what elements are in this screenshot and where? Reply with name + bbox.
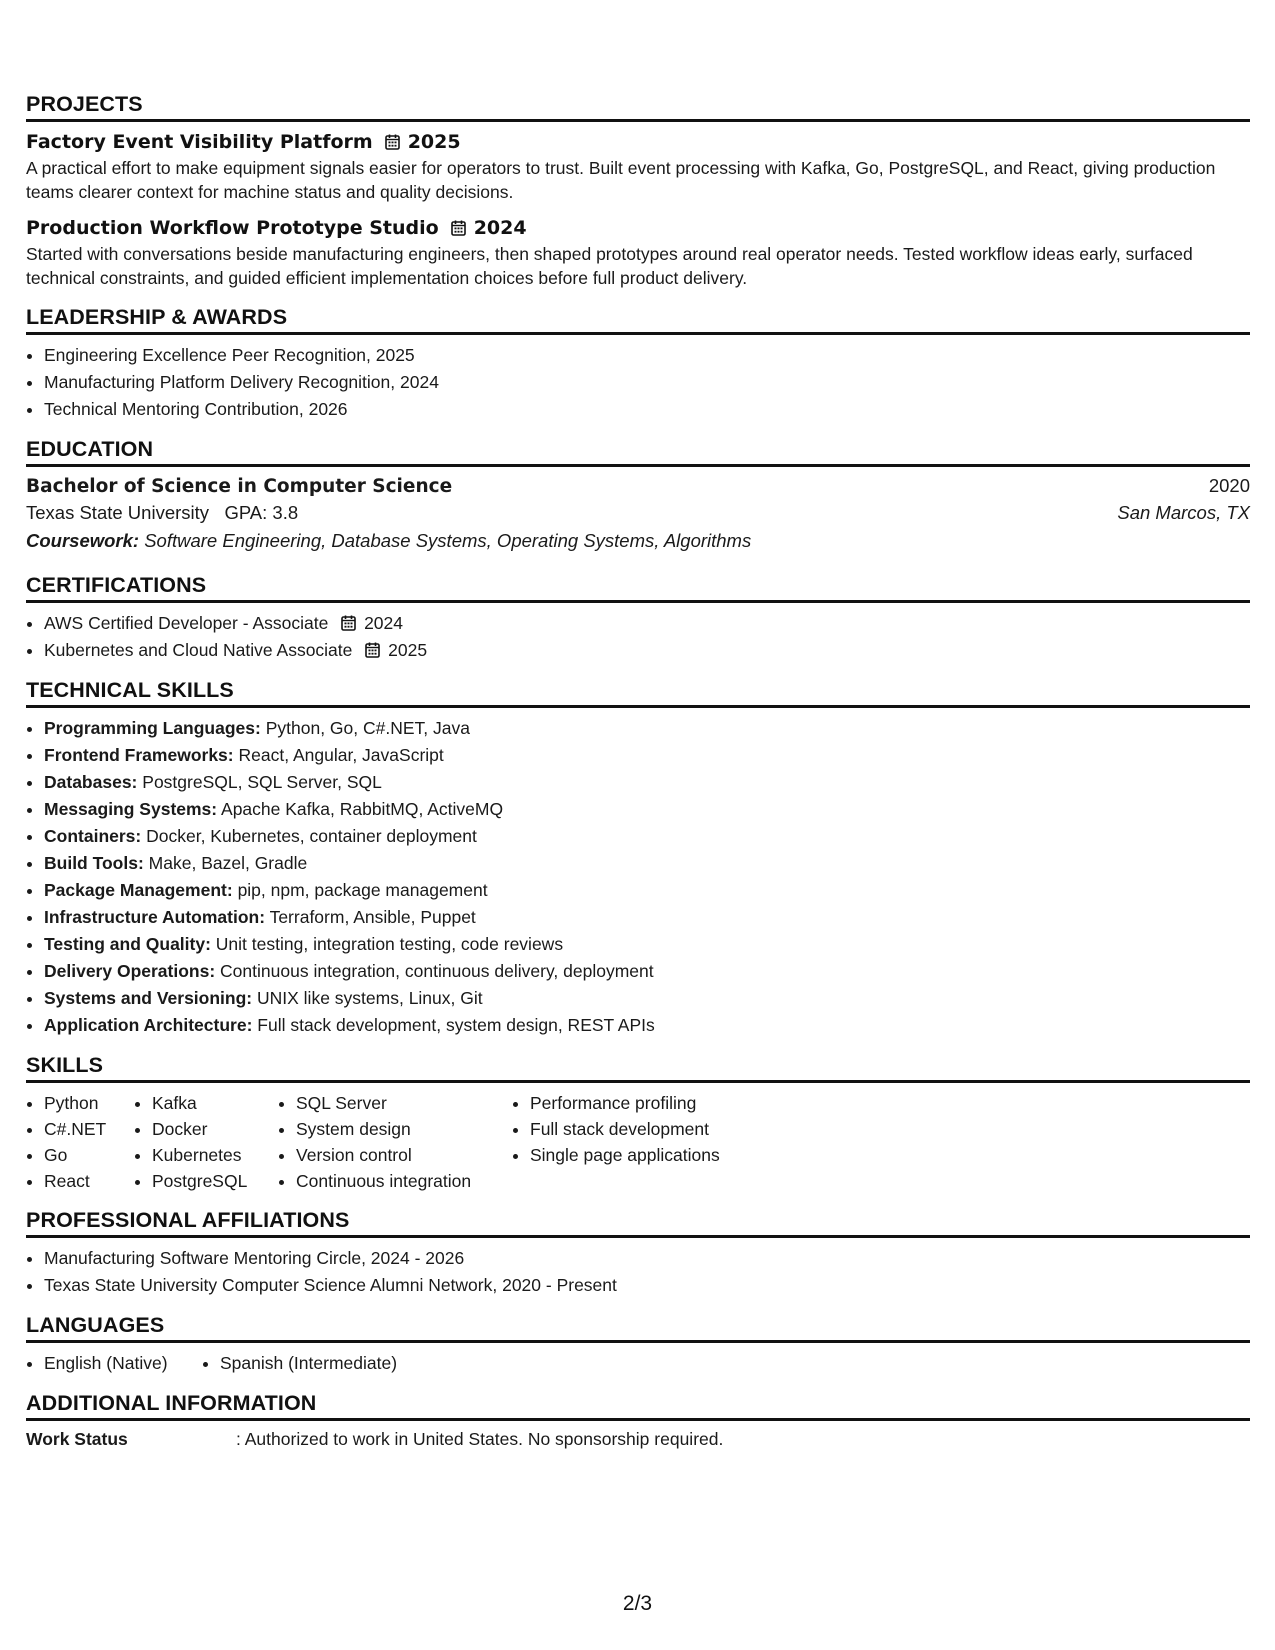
certifications-section [26, 573, 1250, 664]
list-item [44, 637, 1250, 664]
list-item: • Single page applications [530, 1142, 790, 1168]
section-title-education: EDUCATION [26, 437, 1250, 467]
list-item: • Performance profiling [530, 1090, 790, 1116]
list-item [44, 877, 1250, 904]
gpa: GPA: 3.8 [224, 502, 299, 523]
leadership-list [26, 342, 1250, 423]
skill-values: UNIX like systems, Linux, Git [257, 988, 483, 1008]
project-year: 2025 [407, 131, 461, 153]
cert-year: 2024 [364, 613, 404, 633]
list-item [44, 823, 1250, 850]
graduation-year: 2020 [1208, 475, 1250, 496]
list-item: • PostgreSQL [152, 1168, 278, 1194]
coursework-list: Software Engineering, Database Systems, Operating Systems, Algorithms [144, 530, 752, 551]
calendar-icon [365, 642, 380, 658]
skills-section [26, 1053, 1250, 1194]
skills-grid [26, 1090, 1250, 1194]
list-item: • Continuous integration [296, 1168, 512, 1194]
section-title-technical-skills: TECHNICAL SKILLS [26, 678, 1250, 708]
list-item [44, 958, 1250, 985]
list-item: • Manufacturing Platform Delivery Recognition, 2024 [44, 369, 1250, 396]
degree: Bachelor of Science in Computer Science [26, 476, 453, 497]
cert-year: 2025 [388, 640, 428, 660]
skill-category: Infrastructure Automation: [44, 907, 266, 927]
list-item: • Technical Mentoring Contribution, 2026 [44, 396, 1250, 423]
list-item: • System design [296, 1116, 512, 1142]
project-description: Started with conversations beside manufacturing engineers, then shaped prototypes around real operator needs. Tested workflow ideas early, surfaced technical constraints, and guided efficient implementation choices before full product delivery. [26, 244, 1193, 288]
list-item: • Full stack development [530, 1116, 790, 1142]
calendar-icon [451, 220, 466, 236]
skill-values: pip, npm, package management [237, 880, 488, 900]
work-status-label: Work Status [26, 1429, 128, 1449]
skill-values: Docker, Kubernetes, container deployment [146, 826, 477, 846]
list-item: • C#.NET [44, 1116, 134, 1142]
page-number: 2/3 [622, 1592, 653, 1615]
skill-values: Continuous integration, continuous delivery, deployment [220, 961, 654, 981]
skills-column [512, 1090, 790, 1194]
technical-skills-list [26, 715, 1250, 1039]
education-section [26, 437, 1250, 552]
list-item [44, 796, 1250, 823]
resume-page [26, 92, 1250, 1450]
section-title-skills: SKILLS [26, 1053, 1250, 1083]
project-item [26, 217, 1250, 290]
list-item: • Go [44, 1142, 134, 1168]
skill-category: Systems and Versioning: [44, 988, 253, 1008]
list-item [44, 715, 1250, 742]
skills-column [278, 1090, 512, 1194]
skill-category: Messaging Systems: [44, 799, 218, 819]
affiliations-section [26, 1208, 1250, 1299]
project-name: Production Workflow Prototype Studio [26, 217, 439, 239]
languages-row [26, 1350, 1250, 1377]
skill-values: PostgreSQL, SQL Server, SQL [142, 772, 382, 792]
cert-name: Kubernetes and Cloud Native Associate [44, 640, 353, 660]
work-status-row [26, 1429, 1250, 1450]
section-title-languages: LANGUAGES [26, 1313, 1250, 1343]
skill-category: Build Tools: [44, 853, 144, 873]
skill-category: Programming Languages: [44, 718, 261, 738]
skill-category: Application Architecture: [44, 1015, 253, 1035]
skill-values: Unit testing, integration testing, code reviews [215, 934, 564, 954]
skill-category: Testing and Quality: [44, 934, 211, 954]
calendar-icon [341, 615, 356, 631]
skill-category: Databases: [44, 772, 138, 792]
list-item [44, 850, 1250, 877]
skill-values: Make, Bazel, Gradle [148, 853, 308, 873]
coursework-label: Coursework: [26, 530, 140, 551]
list-item: • Texas State University Computer Science Alumni Network, 2020 - Present [44, 1272, 1250, 1299]
work-status-value: : Authorized to work in United States. No sponsorship required. [236, 1429, 724, 1449]
list-item [44, 742, 1250, 769]
list-item [44, 931, 1250, 958]
list-item [44, 769, 1250, 796]
list-item: • React [44, 1168, 134, 1194]
list-item: • Spanish (Intermediate) [220, 1350, 397, 1377]
section-title-additional: ADDITIONAL INFORMATION [26, 1391, 1250, 1421]
skill-values: Full stack development, system design, REST APIs [257, 1015, 655, 1035]
skill-values: Terraform, Ansible, Puppet [269, 907, 476, 927]
list-item: • Kubernetes [152, 1142, 278, 1168]
project-name: Factory Event Visibility Platform [26, 131, 373, 153]
skill-category: Delivery Operations: [44, 961, 216, 981]
list-item: • Version control [296, 1142, 512, 1168]
list-item: • Python [44, 1090, 134, 1116]
languages-section [26, 1313, 1250, 1377]
school-name: Texas State University [26, 502, 210, 523]
skill-values: Apache Kafka, RabbitMQ, ActiveMQ [221, 799, 504, 819]
projects-section [26, 92, 1250, 290]
skill-category: Containers: [44, 826, 142, 846]
list-item: • English (Native) [44, 1350, 202, 1377]
list-item [44, 904, 1250, 931]
skill-category: Package Management: [44, 880, 233, 900]
project-description: A practical effort to make equipment signals easier for operators to trust. Built event processing with Kafka, Go, PostgreSQL, and React, giving production teams clearer context for machine status and quality decisions. [26, 158, 1216, 202]
technical-skills-section [26, 678, 1250, 1039]
school-location: San Marcos, TX [1117, 502, 1250, 523]
list-item: • Docker [152, 1116, 278, 1142]
section-title-certifications: CERTIFICATIONS [26, 573, 1250, 603]
skill-category: Frontend Frameworks: [44, 745, 234, 765]
section-title-leadership: LEADERSHIP & AWARDS [26, 305, 1250, 335]
list-item [44, 985, 1250, 1012]
project-item [26, 131, 1250, 204]
skills-column [134, 1090, 278, 1194]
list-item: • Engineering Excellence Peer Recognition, 2025 [44, 342, 1250, 369]
section-title-affiliations: PROFESSIONAL AFFILIATIONS [26, 1208, 1250, 1238]
leadership-section [26, 305, 1250, 423]
project-year: 2024 [473, 217, 527, 239]
skills-column [26, 1090, 134, 1194]
coursework [26, 530, 1250, 552]
skill-values: React, Angular, JavaScript [238, 745, 444, 765]
certifications-list [26, 610, 1250, 664]
list-item: • Manufacturing Software Mentoring Circle, 2024 - 2026 [44, 1245, 1250, 1272]
list-item: • Kafka [152, 1090, 278, 1116]
list-item [44, 610, 1250, 637]
list-item [44, 1012, 1250, 1039]
additional-info-section [26, 1391, 1250, 1450]
cert-name: AWS Certified Developer - Associate [44, 613, 329, 633]
affiliations-list [26, 1245, 1250, 1299]
section-title-projects: PROJECTS [26, 92, 1250, 122]
calendar-icon [385, 134, 400, 150]
list-item: • SQL Server [296, 1090, 512, 1116]
skill-values: Python, Go, C#.NET, Java [265, 718, 470, 738]
